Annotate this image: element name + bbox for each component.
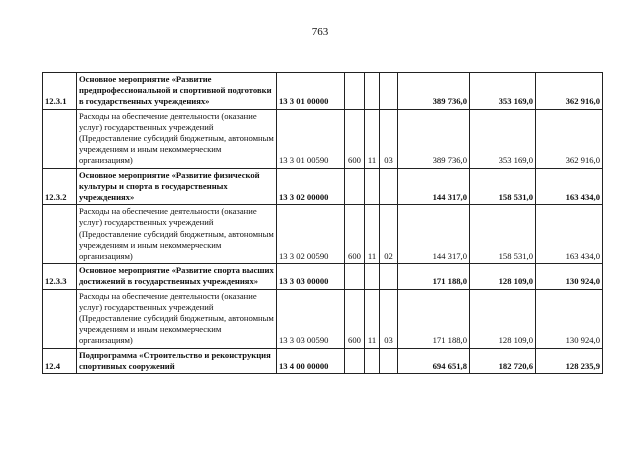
row-code: 13 3 01 00590 [277, 109, 345, 168]
row-value-2: 353 169,0 [470, 109, 536, 168]
row-name: Подпрограмма «Строительство и реконструкция спортивных сооружений [77, 348, 277, 373]
row-name: Расходы на обеспечение деятельности (оказание услуг) государственных учреждений (Предоставление субсидий бюджетным, автономным учреждениям и иным некоммерческим организациям) [77, 205, 277, 264]
table-row [43, 264, 603, 289]
row-value-1: 171 188,0 [398, 289, 470, 348]
row-rz: 11 [365, 205, 380, 264]
table-row [43, 109, 603, 168]
row-value-2: 158 531,0 [470, 168, 536, 205]
row-name: Основное мероприятие «Развитие спорта высших достижений в государственных учреждениях» [77, 264, 277, 289]
row-rz [365, 168, 380, 205]
row-number [43, 205, 77, 264]
row-code: 13 3 02 00000 [277, 168, 345, 205]
row-vr: 600 [345, 109, 365, 168]
row-pr: 02 [380, 205, 398, 264]
row-code: 13 3 02 00590 [277, 205, 345, 264]
row-vr [345, 168, 365, 205]
row-rz: 11 [365, 109, 380, 168]
row-code: 13 3 03 00000 [277, 264, 345, 289]
row-value-1: 389 736,0 [398, 73, 470, 110]
table-row [43, 168, 603, 205]
row-number [43, 289, 77, 348]
row-value-1: 144 317,0 [398, 205, 470, 264]
row-code: 13 3 01 00000 [277, 73, 345, 110]
row-value-1: 144 317,0 [398, 168, 470, 205]
row-value-2: 353 169,0 [470, 73, 536, 110]
row-value-3: 362 916,0 [536, 109, 603, 168]
row-value-2: 158 531,0 [470, 205, 536, 264]
row-value-3: 362 916,0 [536, 73, 603, 110]
row-vr [345, 264, 365, 289]
row-pr: 03 [380, 109, 398, 168]
row-name: Расходы на обеспечение деятельности (оказание услуг) государственных учреждений (Предоставление субсидий бюджетным, автономным учреждениям и иным некоммерческим организациям) [77, 109, 277, 168]
row-pr: 03 [380, 289, 398, 348]
row-number: 12.3.3 [43, 264, 77, 289]
row-number [43, 109, 77, 168]
row-value-1: 389 736,0 [398, 109, 470, 168]
row-name: Основное мероприятие «Развитие физической культуры и спорта в государственных учреждениях» [77, 168, 277, 205]
table-row [43, 73, 603, 110]
row-number: 12.4 [43, 348, 77, 373]
row-number: 12.3.2 [43, 168, 77, 205]
row-value-2: 128 109,0 [470, 289, 536, 348]
row-code: 13 3 03 00590 [277, 289, 345, 348]
row-value-2: 182 720,6 [470, 348, 536, 373]
row-code: 13 4 00 00000 [277, 348, 345, 373]
row-value-3: 128 235,9 [536, 348, 603, 373]
row-number: 12.3.1 [43, 73, 77, 110]
row-vr [345, 348, 365, 373]
row-value-2: 128 109,0 [470, 264, 536, 289]
row-pr [380, 73, 398, 110]
row-value-3: 130 924,0 [536, 264, 603, 289]
table-row [43, 348, 603, 373]
row-pr [380, 348, 398, 373]
row-value-1: 694 651,8 [398, 348, 470, 373]
row-value-3: 130 924,0 [536, 289, 603, 348]
row-rz [365, 348, 380, 373]
row-value-1: 171 188,0 [398, 264, 470, 289]
row-rz [365, 264, 380, 289]
row-name: Основное мероприятие «Развитие предпрофессиональной и спортивной подготовки в государственных учреждениях» [77, 73, 277, 110]
table-row [43, 289, 603, 348]
row-value-3: 163 434,0 [536, 168, 603, 205]
page-number: 763 [311, 26, 329, 38]
row-vr: 600 [345, 289, 365, 348]
table-row [43, 205, 603, 264]
row-pr [380, 264, 398, 289]
row-rz: 11 [365, 289, 380, 348]
row-pr [380, 168, 398, 205]
row-name: Расходы на обеспечение деятельности (оказание услуг) государственных учреждений (Предоставление субсидий бюджетным, автономным учреждениям и иным некоммерческим организациям) [77, 289, 277, 348]
row-rz [365, 73, 380, 110]
budget-table [42, 72, 603, 374]
row-value-3: 163 434,0 [536, 205, 603, 264]
row-vr [345, 73, 365, 110]
row-vr: 600 [345, 205, 365, 264]
